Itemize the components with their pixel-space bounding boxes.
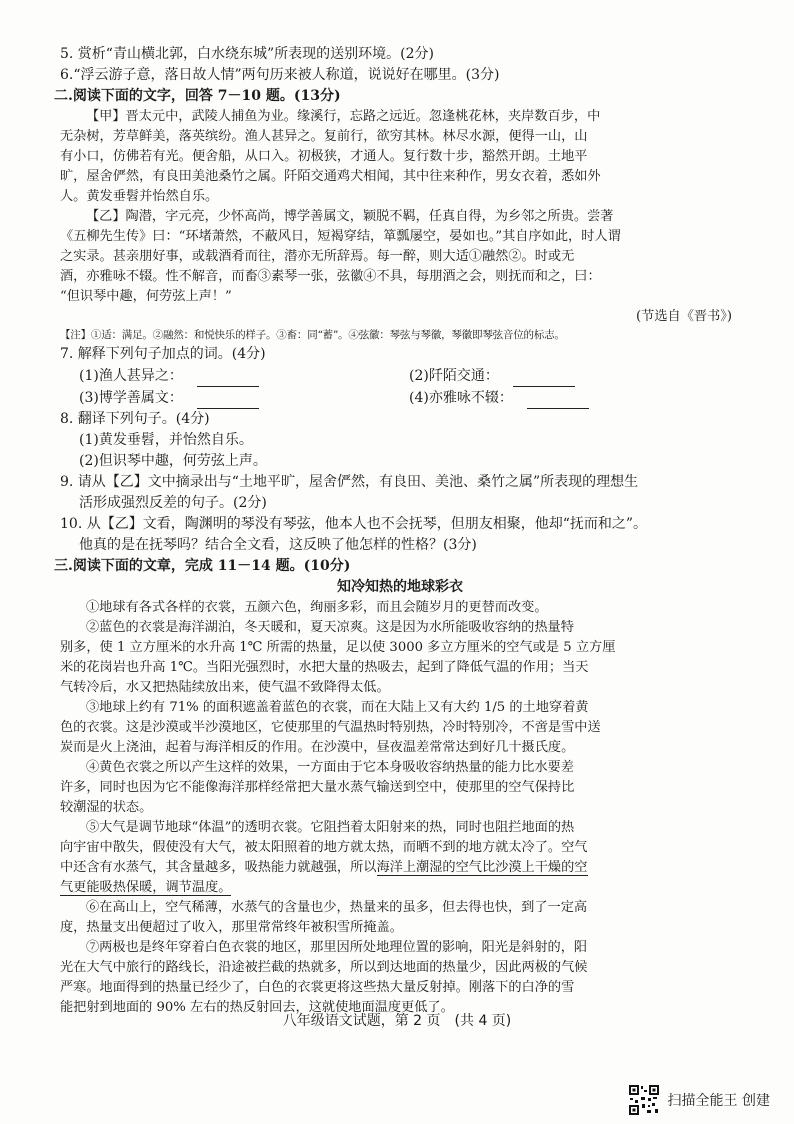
lines2-line: 10. 从【乙】文看，陶渊明的琴没有琴弦，他本人也不会抚琴，但朋友相聚，他却“抚而和之”。 bbox=[60, 516, 648, 532]
lines2-line: (1)黄发垂髫，并怡然自乐。 bbox=[79, 432, 253, 448]
lines3-line: 米的花岗岩也升高 1℃。当阳光强烈时，水把大量的热吸去，起到了降低气温的作用；当天 bbox=[60, 660, 589, 675]
lines-line: 二.阅读下面的文字，回答 7－10 题。(13分) bbox=[54, 88, 341, 104]
lines-line: 7. 解释下列句子加点的词。(4分) bbox=[60, 346, 266, 362]
lines4-line: 严寒。地面得到的热量已经少了，白色的衣裳更将这些热大量反射掉。刚落下的白净的雪 bbox=[60, 980, 575, 995]
scanner-label: 扫描全能王 创建 bbox=[667, 1093, 770, 1109]
blank-label-3: (3)博学善属文： bbox=[79, 390, 183, 406]
lines-line: 人。黄发垂髫并怡然自乐。 bbox=[60, 189, 219, 204]
lines-line: “但识琴中趣，何劳弦上声！” bbox=[60, 289, 232, 304]
lines4-line: ⑥在高山上，空气稀薄，水蒸气的含量也少，热量来的虽多，但去得也快，到了一定高 bbox=[86, 900, 588, 915]
lines-line: 之实录。甚亲朋好事，或载酒肴而往，潜亦无所辞焉。每一醉，则大适①融然②。时或无 bbox=[60, 249, 575, 264]
block-questions bbox=[54, 409, 740, 577]
lines-line: 5. 赏析“青山横北郭，白水绕东城”所表现的送别环境。(2分) bbox=[60, 46, 434, 62]
lines2-line: 9. 请从【乙】文中摘录出与“土地平旷，屋舍俨然，有良田、美池、桑竹之属”所表现的理想生 bbox=[60, 474, 639, 490]
lines3-line: 许多，同时也因为它不能像海洋那样经常把大量水蒸气输送到空中，使那里的空气保持比 bbox=[60, 780, 575, 795]
blank-label-1: (1)渔人甚异之： bbox=[79, 368, 183, 384]
answer-blank-4[interactable] bbox=[527, 393, 589, 409]
lines4-line: ⑦两极也是终年穿着白色衣裳的地区，那里因所处地理位置的影响，阳光是斜射的，阳 bbox=[86, 940, 588, 955]
block-article-end bbox=[60, 898, 740, 1018]
blank-label-2: (2)阡陌交通： bbox=[409, 368, 499, 384]
block-classical bbox=[54, 44, 740, 365]
lines-line: 无杂树，芳草鲜美，落英缤纷。渔人甚异之。复前行，欲穷其林。林尽水源，便得一山，山 bbox=[60, 129, 588, 144]
lines3-line: 较潮湿的状态。 bbox=[60, 800, 153, 815]
lines2-line: 8. 翻译下列句子。(4分) bbox=[60, 411, 210, 427]
lines-line: 旷，屋舍俨然，有良田美池桑竹之属。阡陌交通鸡犬相闻，其中往来种作，男女衣着，悉如外 bbox=[60, 169, 601, 184]
lines-line: 【乙】陶潜，字元亮，少怀高尚，博学善属文，颖脱不羁，任真自得，为乡邻之所贵。尝著 bbox=[86, 209, 614, 224]
lines3-line: 色的衣裳。这是沙漠或半沙漠地区，它使那里的气温热时特别热，冷时特别冷，不啻是雪中送 bbox=[60, 720, 601, 735]
lines2-line: 活形成强烈反差的句子。(2分) bbox=[79, 495, 267, 511]
blank-row-2 bbox=[60, 387, 740, 409]
lines4-line: 光在大气中旅行的路线长，沿途被拦截的热就多，所以到达地面的热量少，因此两极的气候 bbox=[60, 960, 588, 975]
scanner-watermark bbox=[628, 1084, 770, 1116]
lines-line: 有小口，仿佛若有光。便舍船，从口入。初极狭，才通人。复行数十步，豁然开朗。土地平 bbox=[60, 149, 588, 164]
lines3-line: ③地球上约有 71% 的面积遮盖着蓝色的衣裳，而在大陆上又有大约 1/5 的土地穿着黄 bbox=[86, 700, 589, 715]
lines3-line: 炭而是火上浇油，起着与海洋相反的作用。在沙漠中，昼夜温差常常达到好几十摄氏度。 bbox=[60, 740, 575, 755]
underlined-sentence-part2: 气更能吸热保暖，调节温度。 bbox=[60, 880, 232, 895]
underlined-line-1 bbox=[60, 858, 740, 878]
article-title: 知冷知热的地球彩衣 bbox=[337, 579, 463, 595]
underlined-line-2 bbox=[60, 878, 740, 898]
lines2-line: 他真的是在抚琴吗？结合全文看，这反映了他怎样的性格？(3分) bbox=[79, 537, 477, 553]
block-article bbox=[60, 598, 740, 858]
lines3-line: ④黄色衣裳之所以产生这样的效果，一方面由于它本身吸收容纳热量的能力比水要差 bbox=[86, 760, 574, 775]
page-footer: 八年级语文试题，第 2 页 (共 4 页) bbox=[282, 1013, 512, 1029]
lines2-line: 三.阅读下面的文章，完成 11－14 题。(10分) bbox=[54, 558, 351, 574]
lines4-line: 度，热量支出便超过了收入，那里常常终年被积雪所掩盖。 bbox=[60, 920, 403, 935]
qr-code-icon bbox=[628, 1084, 660, 1116]
lines3-line: ①地球有各式各样的衣裳，五颜六色，绚丽多彩，而且会随岁月的更替而改变。 bbox=[86, 600, 548, 615]
lines3-line: ②蓝色的衣裳是海洋湖泊，冬天暖和，夏天凉爽。这是因为水所能吸收容纳的热量特 bbox=[86, 620, 574, 635]
lines-line: 【注】①适：满足。②融然：和悦快乐的样子。③畜：同“蓄”。④弦徽：琴弦与琴徽，琴徽即琴弦音位的标志。 bbox=[60, 329, 565, 341]
lines3-line: 气转冷后，水又把热陆续放出来，使气温不致降得太低。 bbox=[60, 680, 390, 695]
underlined-sentence-part1: 海洋上潮湿的空气比沙漠上干燥的空 bbox=[376, 860, 588, 875]
lines3-line: ⑤大气是调节地球“体温”的透明衣裳。它阻挡着太阳射来的热，同时也阻拦地面的热 bbox=[86, 820, 575, 835]
underlined-line-prefix: 中还含有水蒸气，其含量越多，吸热能力就越强，所以 bbox=[60, 860, 377, 875]
lines-line: 《五柳先生传》曰：“环堵萧然，不蔽风日，短褐穿结，箪瓢屡空，晏如也。”其自序如此，时人谓 bbox=[60, 229, 621, 244]
lines-line: 6.“浮云游子意，落日故人情”两句历来被人称道，说说好在哪里。(3分) bbox=[60, 67, 500, 83]
answer-blank-1[interactable] bbox=[197, 371, 259, 387]
lines-line: 酒，亦雅咏不辍。性不解音，而畜③素琴一张，弦徽④不具，每朋酒之会，则抚而和之，曰： bbox=[60, 269, 601, 284]
blank-row-1 bbox=[60, 365, 740, 387]
lines-line: (节选自《晋书》) bbox=[635, 309, 732, 324]
answer-blank-2[interactable] bbox=[513, 371, 575, 387]
blank-label-4: (4)亦雅咏不辍： bbox=[409, 390, 513, 406]
lines3-line: 别多，使 1 立方厘米的水升高 1℃ 所需的热量，足以使 3000 多立方厘米的空气或是 5 立方厘 bbox=[60, 640, 616, 655]
lines4-line: 能把射到地面的 90% 左右的热反射回去，这就使地面温度更低了。 bbox=[60, 1000, 454, 1015]
lines-line: 【甲】晋太元中，武陵人捕鱼为业。缘溪行，忘路之远近。忽逢桃花林，夹岸数百步，中 bbox=[86, 109, 601, 124]
lines2-line: (2)但识琴中趣，何劳弦上声。 bbox=[79, 453, 267, 469]
lines3-line: 向宇宙中散失，假使没有大气，被太阳照着的地方就太热，而晒不到的地方就太冷了。空气 bbox=[60, 840, 588, 855]
exam-page bbox=[54, 44, 740, 1018]
answer-blank-3[interactable] bbox=[197, 393, 259, 409]
